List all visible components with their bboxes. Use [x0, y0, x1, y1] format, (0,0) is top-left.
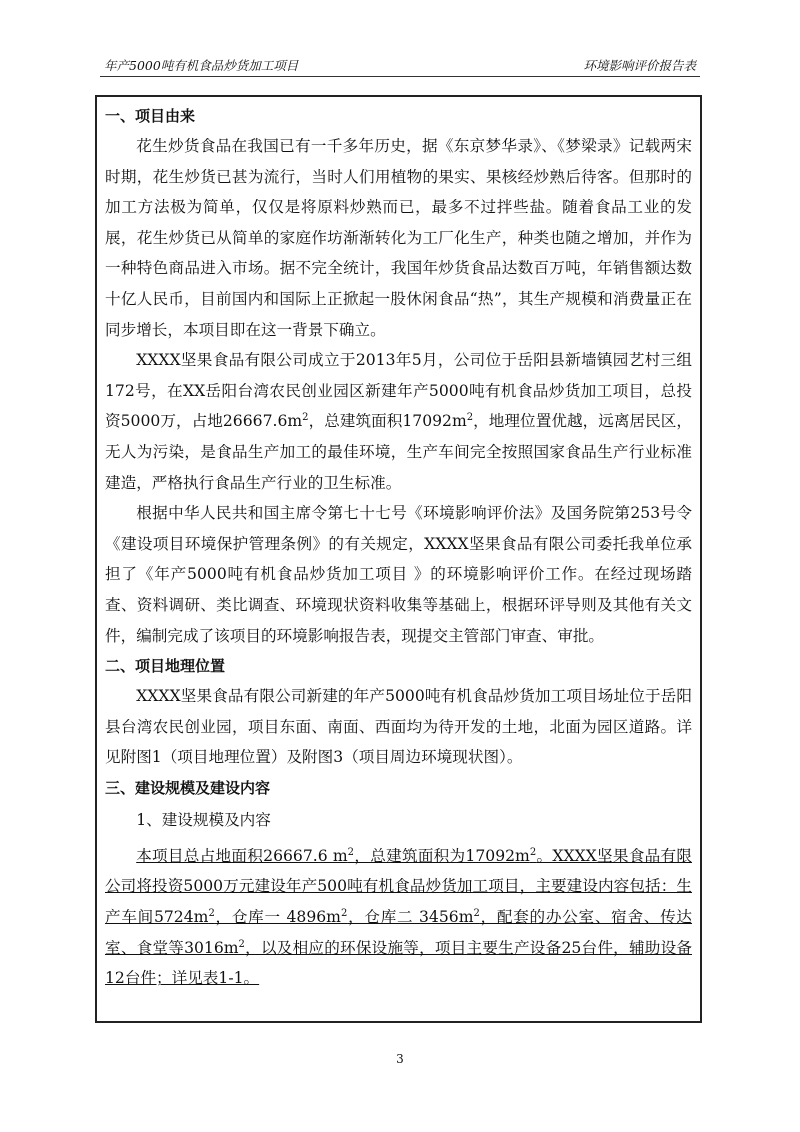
page-header	[100, 50, 700, 77]
section-3-paragraph-1: 本项目总占地面积26667.6 $m^2$，总建筑面积为$17092m^2$。XXXX坚果食品有限公司将投资5000万元建设年产500吨有机食品炒货加工项目，主要建设内容包括：生产车间$5724m^2$，仓库一 $4896m^2$，仓库二 $3456m^2$，配套的办公室、宿舍、传达室、食堂等$3016m^2$，以及相应的环保设施等，项目主要生产设备25台件，辅助设备12台件；详见表1-1。	[105, 846, 692, 988]
section-2-title: 二、项目地理位置	[105, 657, 226, 676]
section-3-title: 三、建设规模及建设内容	[105, 778, 271, 797]
section-1-paragraph-2: XXXX坚果食品有限公司成立于2013年5月，公司位于岳阳县新墙镇园艺村三组172号，在XX岳阳台湾农民创业园区新建年产5000吨有机食品炒货加工项目，总投资5000万，占地$26667.6m^2$，总建筑面积$17092m^2$，地理位置优越，远离居民区，无人为污染，是食品生产加工的最佳环境，生产车间完全按照国家食品生产行业标准建造，严格执行食品生产行业的卫生标准。	[105, 351, 692, 492]
header-project-title: 年产5000吨有机食品炒货加工项目	[104, 58, 299, 73]
report-content	[105, 101, 692, 994]
section-3-subtitle: 1、建设规模及内容	[136, 810, 271, 829]
section-1-title: 一、项目由来	[105, 107, 196, 125]
header-report-type: 环境影响评价报告表	[583, 58, 696, 73]
section-1-paragraph-3: 根据中华人民共和国主席令第七十七号《环境影响评价法》及国务院第253号令《建设项目环境保护管理条例》的有关规定，XXXX坚果食品有限公司委托我单位承担了《年产5000吨有机食品炒货加工项目 》的环境影响评价工作。在经过现场踏查、资料调研、类比调查、环境现状资料收集等基础上，根据环评导则及其他有关文件，编制完成了该项目的环境影响报告表，现提交主管部门审查、审批。	[105, 504, 692, 645]
report-content-box	[95, 95, 702, 1023]
section-2-paragraph-1: XXXX坚果食品有限公司新建的年产5000吨有机食品炒货加工项目场址位于岳阳县台湾农民创业园，项目东面、南面、西面均为待开发的土地，北面为园区道路。详见附图1（项目地理位置）及附图3（项目周边环境现状图）。	[105, 687, 692, 767]
section-1-paragraph-1: 花生炒货食品在我国已有一千多年历史，据《东京梦华录》、《梦梁录》记载两宋时期，花生炒货已甚为流行，当时人们用植物的果实、果核经炒熟后待客。但那时的加工方法极为简单，仅仅是将原料炒熟而已，最多不过拌些盐。随着食品工业的发展，花生炒货已从简单的家庭作坊渐渐转化为工厂化生产，种类也随之增加，并作为一种特色商品进入市场。据不完全统计，我国年炒货食品达数百万吨，年销售额达数十亿人民币，目前国内和国际上正掀起一股休闲食品“热”，其生产规模和消费量正在同步增长，本项目即在这一背景下确立。	[105, 137, 692, 339]
page-number: 3	[396, 1052, 404, 1066]
